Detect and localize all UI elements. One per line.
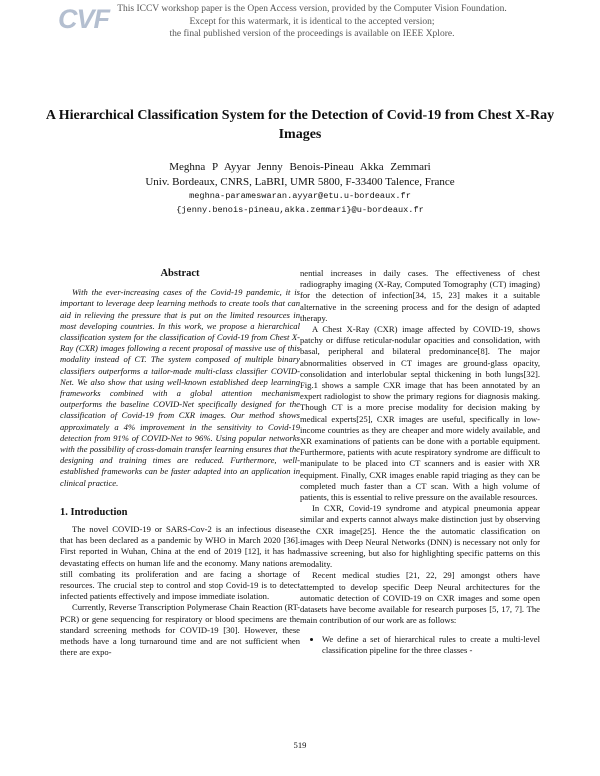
contribution-item: • We define a set of hierarchical rules to create a multi-level classification pipeline for the three classes - [322, 634, 540, 656]
author-email: meghna-parameswaran.ayyar@etu.u-bordeaux.fr [189, 191, 411, 201]
watermark-line: This ICCV workshop paper is the Open Access version, provided by the Computer Vision Foundation. [117, 4, 507, 14]
body-paragraph: A Chest X-Ray (CXR) image affected by COVID-19, shows patchy or diffuse reticular-nodular opacities and consolidation, with basal, peripheral and bilateral predominance[8]. The major abnormalities observed in CT images are ground-glass opacity, consolidation and interlobular septal thickening in both lungs[32]. Fig.1 shows a sample CXR image that has been annotated by an expert radiologist to show the primary regions for diagnosis making. Though CT is a more precise modality for decision making by medical experts[25], CXR images are useful, specifically in low-income countries as they are cheaper and more widely available, and XR examinations of patients can be done with a portable equipment. Furthermore, patients with acute respiratory syndrome are difficult to manipulate to be placed into CT scanners and is easier with XR equipment. Finally, CXR images enable rapid triaging as they can be completed much faster than a CT scan. With a high volume of patients, this is essential to relive pressure on the available resources. [300, 324, 540, 503]
watermark-line: Except for this watermark, it is identical to the accepted version; [189, 16, 435, 27]
body-paragraph: Currently, Reverse Transcription Polymerase Chain Reaction (RT-PCR) or gene sequencing for respiratory or blood specimens are the standard screening methods for COVID-19 [30]. However, these methods have a long turnaround time and are not sufficient when there are expo- [60, 602, 300, 658]
body-paragraph: Recent medical studies [21, 22, 29] amongst others have attempted to develop specific Deep Neural architectures for the automatic detection of COVID-19 on CXR images and some open datasets have become available for research purposes [5, 17, 7]. The main contribution of our work are as follows: [300, 570, 540, 626]
author-block [40, 160, 560, 217]
author-affiliation: Univ. Bordeaux, CNRS, LaBRI, UMR 5800, F-33400 Talence, France [145, 175, 455, 188]
cvf-logo: CVF [58, 4, 109, 34]
body-paragraph: nential increases in daily cases. The effectiveness of chest radiography imaging (X-Ray, Computed Tomography (CT) imaging) for the detection of infection[34, 15, 23] makes it a suitable alternative in the screening process and for the design of adapted therapy. [300, 268, 540, 323]
open-access-watermark [112, 3, 512, 41]
page-number: 519 [293, 740, 307, 750]
left-column [60, 268, 300, 659]
body-paragraph: In CXR, Covid-19 syndrome and atypical pneumonia appear similar and experts cannot always make distinction just by observing the CXR image[25]. Hence the the automatic classification on images with Deep Neural Networks (DNN) is necessary not only for massive screening, but also for highlighting specific patterns on this modality. [300, 503, 540, 570]
body-paragraph: The novel COVID-19 or SARS-Cov-2 is an infectious disease that has been declared as a pandemic by WHO in March 2020 [36]. First reported in Wuhan, China at the end of 2019 [12], it has had devastating effects on human life and the economy. Many nations are still combating its proliferation and are facing a shortage of resources. The crucial step to control and stop Covid-19 is to detect infected patients effectively and impose immediate isolation. [60, 524, 300, 602]
contribution-list [300, 634, 540, 656]
paper-title: A Hierarchical Classification System for the Detection of Covid-19 from Chest X-Ray Images [45, 108, 555, 142]
right-column [300, 268, 540, 656]
abstract-heading: Abstract [160, 268, 200, 279]
introduction-heading: 1. Introduction [60, 506, 128, 518]
abstract-text: With the ever-increasing cases of the Covid-19 pandemic, it is important to leverage deep learning methods to create tools that can aid in relieving the pressure that is put on the limited resources in most developing countries. In this work, we propose a hierarchical classification system for the classification of Covid-19 from Chest X-Ray (CXR) images following a recent proposal of massive use of this modality instead of CT. The system composed of multiple binary classifiers outperforms a tailor-made multi-class classifier COVID-Net. We also show that using well-known established deep learning frameworks combined with a global attention mechanism outperforms the baseline COVID-Net specifically designed for the classification of Covid-19 from CXR images. Our method shows approximately a 4% improvement in the sensitivity to Covid-19 detection from 91% of COVID-Net to 96%. Using popular networks with the possibility of cross-domain transfer learning ensures that the designing and training times are reduced. Furthermore, well-established frameworks can be faster adapted into an application in clinical practice. [60, 287, 300, 488]
watermark-line: the final published version of the proceedings is available on IEEE Xplore. [169, 29, 455, 39]
author-names: Meghna P Ayyar Jenny Benois-Pineau Akka Zemmari [169, 161, 431, 173]
author-email: {jenny.benois-pineau,akka.zemmari}@u-bordeaux.fr [176, 205, 424, 215]
